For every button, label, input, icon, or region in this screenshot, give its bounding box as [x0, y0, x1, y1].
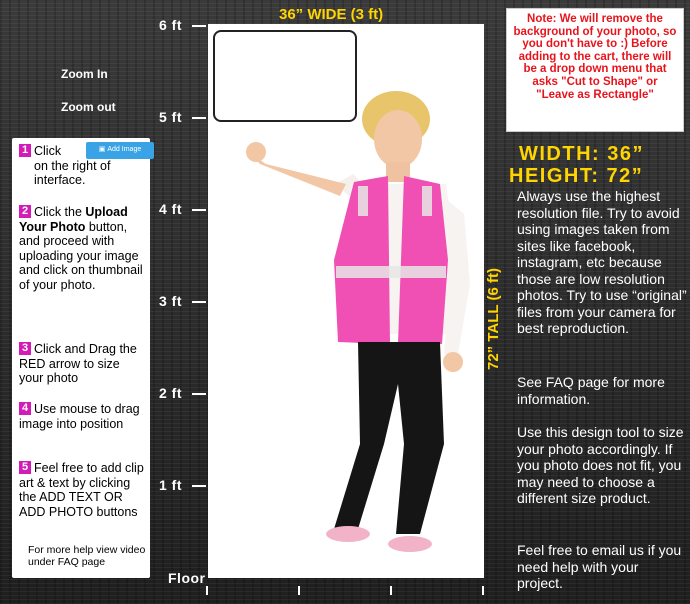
width-dimension: WIDTH: 36” [519, 143, 644, 165]
width-label: 36” WIDE (3 ft) [279, 6, 384, 23]
help-note: For more help view video under FAQ page [28, 544, 146, 568]
floor-tick [206, 586, 208, 595]
right-shoe [388, 536, 432, 552]
image-icon: ▣ [98, 146, 106, 154]
ruler-tick [192, 485, 206, 487]
ruler-label-3ft: 3 ft [159, 293, 182, 309]
step-text: on the right of interface. [34, 158, 111, 187]
floor-tick [482, 586, 484, 595]
face-shape [374, 110, 422, 168]
info-paragraph: Use this design tool to size your photo accordingly. If you photo does not fit, you may need to choose a different size product. [517, 424, 684, 506]
step-number-badge: 2 [19, 205, 31, 218]
right-hand [443, 352, 463, 372]
zoom-out-button[interactable]: Zoom out [61, 100, 116, 114]
step-text: Click the [34, 205, 86, 219]
step-number-badge: 1 [19, 144, 31, 157]
ruler-tick [192, 25, 206, 27]
background-removal-note [506, 8, 684, 132]
step-number-badge: 5 [19, 461, 31, 474]
ruler-tick [192, 117, 206, 119]
step-number-badge: 4 [19, 402, 31, 415]
placeholder-frame[interactable] [213, 30, 357, 122]
step-text: Click [34, 144, 62, 158]
note-text: Note: We will remove the background of your photo, so you don't have to :) Before adding to the cart, there will be a drop down menu that asks "Cut to Shape" or "Leave as Rectangle" [513, 13, 677, 101]
black-pants [334, 342, 444, 534]
reflective-stripe [336, 266, 446, 278]
step-text: button, and proceed with uploading your image and click on thumbnail of your photo. [19, 219, 143, 292]
left-shoe [326, 526, 370, 542]
ruler-label-floor: Floor [168, 570, 206, 586]
ruler-tick [192, 209, 206, 211]
height-dimension: HEIGHT: 72” [509, 165, 644, 187]
step-5 [19, 461, 147, 519]
step-text: Feel free to add clip art & text by clicking the ADD TEXT OR ADD PHOTO buttons [19, 461, 144, 519]
ruler-label-5ft: 5 ft [159, 109, 182, 125]
step-3 [19, 342, 147, 386]
info-paragraph: Always use the highest resolution file. Try to avoid using images taken from sites like facebook, instagram, etc because those are low resolution photos. Try to use “original” files from your camera for best reproduction. [517, 188, 687, 336]
zoom-in-button[interactable]: Zoom In [61, 67, 108, 81]
add-image-button[interactable] [86, 142, 154, 159]
floor-tick [298, 586, 300, 595]
info-paragraph: Feel free to email us if you need help with your project. [517, 542, 682, 591]
ruler-label-4ft: 4 ft [159, 201, 182, 217]
tall-label: 72” TALL (6 ft) [485, 268, 502, 370]
ruler-label-1ft: 1 ft [159, 477, 182, 493]
step-number-badge: 3 [19, 342, 31, 355]
info-paragraph: See FAQ page for more information. [517, 374, 665, 407]
step-2 [19, 205, 147, 292]
floor-tick [390, 586, 392, 595]
step-text: Use mouse to drag image into position [19, 402, 140, 431]
instructions-panel [12, 138, 150, 578]
ruler-tick [192, 393, 206, 395]
step-4 [19, 402, 147, 431]
add-image-label: Add Image [107, 146, 142, 154]
step-text: Click and Drag the RED arrow to size your photo [19, 342, 137, 385]
ruler-label-6ft: 6 ft [159, 17, 182, 33]
reflective-stripe [358, 186, 368, 216]
ruler-tick [192, 301, 206, 303]
ruler-label-2ft: 2 ft [159, 385, 182, 401]
step-text-bold: Upload Your Photo [19, 205, 128, 234]
reflective-stripe [422, 186, 432, 216]
